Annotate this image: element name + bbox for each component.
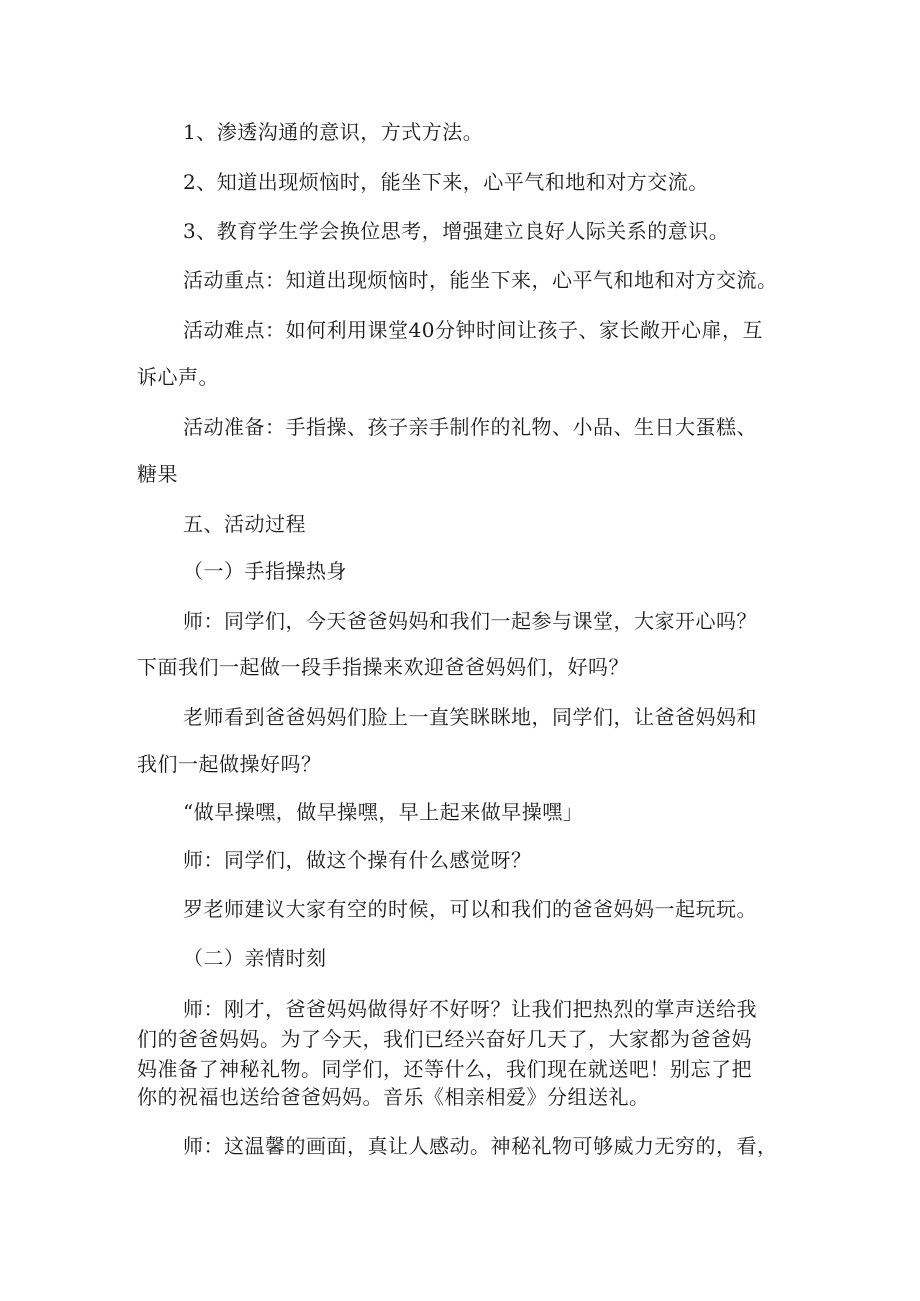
teacher-p1-line-4: 你的祝福也送给爸爸妈妈。音乐《相亲相爱》分组送礼。 [137, 1085, 650, 1109]
difficulty-line-2: 诉心声。 [137, 365, 219, 389]
suggestion: 罗老师建议大家有空的时候，可以和我们的爸爸妈妈一起玩玩。 [183, 897, 757, 921]
teacher-q2-line-2: 我们一起做操好吗？ [137, 752, 322, 776]
teacher-p2: 师：这温馨的画面，真让人感动。神秘礼物可够威力无穷的，看， [183, 1134, 778, 1158]
teacher-q1-line-2: 下面我们一起做一段手指操来欢迎爸爸妈妈们，好吗？ [137, 655, 629, 679]
goal-2: 2、知道出现烦恼时，能坐下来，心平气和地和对方交流。 [183, 170, 709, 194]
teacher-q2-line-1: 老师看到爸爸妈妈们脸上一直笑眯眯地，同学们，让爸爸妈妈和 [183, 705, 757, 729]
teacher-q1-line-1: 师：同学们，今天爸爸妈妈和我们一起参与课堂，大家开心吗？ [183, 609, 757, 633]
part2-title: （二）亲情时刻 [183, 946, 327, 970]
part1-title: （一）手指操热身 [183, 559, 347, 583]
preparation-line-1: 活动准备：手指操、孩子亲手制作的礼物、小品、生日大蛋糕、 [183, 415, 757, 439]
section-title: 五、活动过程 [183, 512, 306, 536]
teacher-p1-line-1: 师：刚才，爸爸妈妈做得好不好呀？让我们把热烈的掌声送给我 [183, 997, 757, 1021]
preparation-line-2: 糖果 [137, 462, 178, 486]
goal-1: 1、渗透沟通的意识，方式方法。 [183, 120, 484, 144]
teacher-p1-line-3: 妈准备了神秘礼物。同学们，还等什么，我们现在就送吧！别忘了把 [137, 1057, 752, 1081]
difficulty-line-1: 活动难点：如何利用课堂40分钟时间让孩子、家长敞开心扉，互 [183, 318, 763, 342]
goal-3: 3、教育学生学会换位思考，增强建立良好人际关系的意识。 [183, 219, 730, 243]
key-point: 活动重点：知道出现烦恼时，能坐下来，心平气和地和对方交流。 [183, 268, 778, 292]
teacher-p1-line-2: 们的爸爸妈妈。为了今天，我们已经兴奋好几天了，大家都为爸爸妈 [137, 1027, 752, 1051]
teacher-q3: 师：同学们，做这个操有什么感觉呀？ [183, 848, 532, 872]
song-line: “做早操嘿，做早操嘿，早上起来做早操嘿」 [183, 800, 584, 824]
